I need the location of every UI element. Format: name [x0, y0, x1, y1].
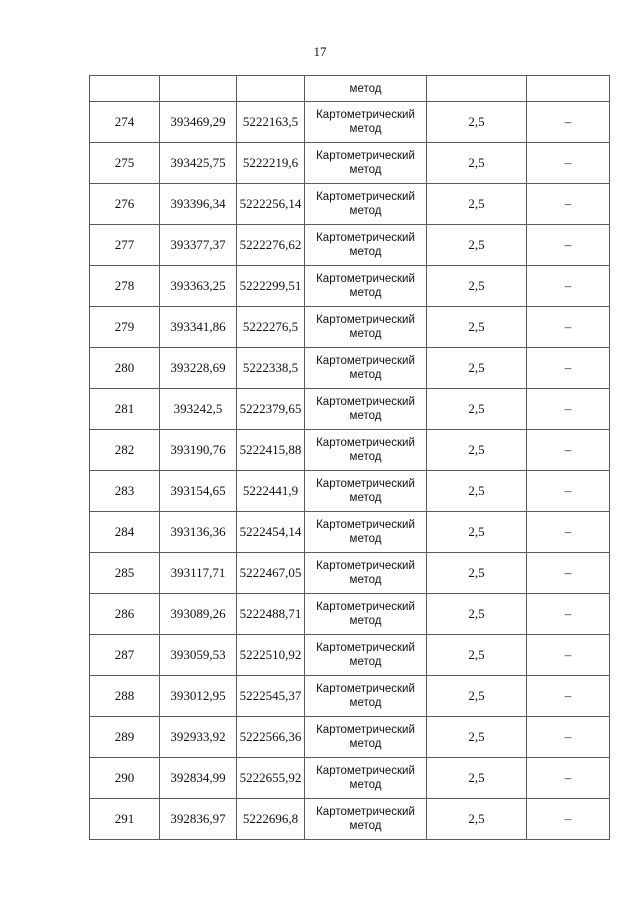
cell-note: –	[527, 307, 610, 348]
cell-accuracy: 2,5	[427, 389, 527, 430]
cell-note: –	[527, 266, 610, 307]
method-line-1: Картометрический	[316, 396, 415, 408]
cell-point-number: 285	[90, 553, 160, 594]
method-line-2: метод	[349, 369, 382, 381]
cell-note: –	[527, 102, 610, 143]
cell-y-coordinate: 5222256,14	[237, 184, 305, 225]
cell-method	[305, 225, 427, 266]
cell-y-coordinate: 5222545,37	[237, 676, 305, 717]
cell-y-coordinate: 5222441,9	[237, 471, 305, 512]
cell-accuracy: 2,5	[427, 348, 527, 389]
cell-note: –	[527, 676, 610, 717]
cell-empty	[427, 76, 527, 102]
cell-note: –	[527, 348, 610, 389]
cell-method	[305, 676, 427, 717]
cell-method	[305, 799, 427, 840]
cell-y-coordinate: 5222655,92	[237, 758, 305, 799]
method-line-1: Картометрический	[316, 437, 415, 449]
table-row	[90, 717, 610, 758]
continued-row	[90, 76, 610, 102]
table-row	[90, 389, 610, 430]
cell-method	[305, 594, 427, 635]
table-row	[90, 799, 610, 840]
table-row	[90, 635, 610, 676]
cell-note: –	[527, 430, 610, 471]
method-line-2: метод	[349, 246, 382, 258]
table-row	[90, 594, 610, 635]
cell-y-coordinate: 5222299,51	[237, 266, 305, 307]
method-line-1: Картометрический	[316, 601, 415, 613]
table-row	[90, 102, 610, 143]
cell-empty	[160, 76, 237, 102]
cell-y-coordinate: 5222454,14	[237, 512, 305, 553]
cell-x-coordinate: 393136,36	[160, 512, 237, 553]
method-line-1: Картометрический	[316, 314, 415, 326]
cell-y-coordinate: 5222467,05	[237, 553, 305, 594]
method-line-1: Картометрический	[316, 683, 415, 695]
table-row	[90, 184, 610, 225]
cell-point-number: 276	[90, 184, 160, 225]
cell-point-number: 278	[90, 266, 160, 307]
table-row	[90, 553, 610, 594]
cell-x-coordinate: 393377,37	[160, 225, 237, 266]
cell-accuracy: 2,5	[427, 266, 527, 307]
method-line-2: метод	[349, 205, 382, 217]
method-line-1: Картометрический	[316, 478, 415, 490]
method-line-2: метод	[349, 615, 382, 627]
cell-x-coordinate: 392933,92	[160, 717, 237, 758]
cell-note: –	[527, 758, 610, 799]
table-row	[90, 307, 610, 348]
method-line-2: метод	[349, 287, 382, 299]
cell-y-coordinate: 5222219,6	[237, 143, 305, 184]
cell-method	[305, 102, 427, 143]
cell-x-coordinate: 393469,29	[160, 102, 237, 143]
cell-y-coordinate: 5222510,92	[237, 635, 305, 676]
method-line-1: Картометрический	[316, 150, 415, 162]
cell-y-coordinate: 5222488,71	[237, 594, 305, 635]
cell-point-number: 282	[90, 430, 160, 471]
cell-accuracy: 2,5	[427, 471, 527, 512]
cell-method	[305, 512, 427, 553]
cell-y-coordinate: 5222379,65	[237, 389, 305, 430]
cell-point-number: 280	[90, 348, 160, 389]
method-line-1: Картометрический	[316, 109, 415, 121]
cell-method	[305, 758, 427, 799]
method-line-1: Картометрический	[316, 724, 415, 736]
cell-y-coordinate: 5222163,5	[237, 102, 305, 143]
method-line-2: метод	[349, 164, 382, 176]
cell-x-coordinate: 392834,99	[160, 758, 237, 799]
cell-x-coordinate: 393242,5	[160, 389, 237, 430]
cell-note: –	[527, 594, 610, 635]
cell-x-coordinate: 393396,34	[160, 184, 237, 225]
cell-method	[305, 307, 427, 348]
table-row	[90, 348, 610, 389]
table-row	[90, 266, 610, 307]
cell-accuracy: 2,5	[427, 102, 527, 143]
cell-x-coordinate: 392836,97	[160, 799, 237, 840]
method-line-2: метод	[349, 410, 382, 422]
cell-point-number: 290	[90, 758, 160, 799]
cell-method	[305, 471, 427, 512]
cell-accuracy: 2,5	[427, 184, 527, 225]
method-line-1: Картометрический	[316, 232, 415, 244]
cell-method	[305, 348, 427, 389]
cell-method	[305, 184, 427, 225]
cell-note: –	[527, 471, 610, 512]
method-line-2: метод	[349, 451, 382, 463]
cell-x-coordinate: 393059,53	[160, 635, 237, 676]
cell-point-number: 287	[90, 635, 160, 676]
cell-method	[305, 143, 427, 184]
method-line-1: Картометрический	[316, 519, 415, 531]
coordinates-table	[89, 75, 610, 840]
method-line-2: метод	[349, 656, 382, 668]
cell-accuracy: 2,5	[427, 635, 527, 676]
cell-note: –	[527, 184, 610, 225]
cell-point-number: 286	[90, 594, 160, 635]
cell-point-number: 288	[90, 676, 160, 717]
method-line-1: Картометрический	[316, 273, 415, 285]
method-line-2: метод	[349, 738, 382, 750]
page-number: 17	[313, 44, 327, 59]
table-row	[90, 471, 610, 512]
cell-note: –	[527, 717, 610, 758]
cell-method	[305, 717, 427, 758]
cell-x-coordinate: 393425,75	[160, 143, 237, 184]
method-line-1: Картометрический	[316, 642, 415, 654]
cell-note: –	[527, 389, 610, 430]
table-row	[90, 430, 610, 471]
cell-method	[305, 266, 427, 307]
method-line-2: метод	[349, 328, 382, 340]
cell-point-number: 279	[90, 307, 160, 348]
cell-x-coordinate: 393190,76	[160, 430, 237, 471]
method-line-1: Картометрический	[316, 806, 415, 818]
method-line-2: метод	[349, 779, 382, 791]
cell-accuracy: 2,5	[427, 799, 527, 840]
cell-note: –	[527, 512, 610, 553]
cell-note: –	[527, 143, 610, 184]
cell-accuracy: 2,5	[427, 758, 527, 799]
cell-point-number: 277	[90, 225, 160, 266]
cell-x-coordinate: 393228,69	[160, 348, 237, 389]
method-line-2: метод	[349, 533, 382, 545]
cell-point-number: 283	[90, 471, 160, 512]
cell-point-number: 281	[90, 389, 160, 430]
cell-point-number: 291	[90, 799, 160, 840]
cell-accuracy: 2,5	[427, 717, 527, 758]
table-row	[90, 143, 610, 184]
method-line-2: метод	[349, 492, 382, 504]
cell-method-continued: метод	[305, 76, 427, 102]
method-line-2: метод	[349, 820, 382, 832]
table-row	[90, 512, 610, 553]
cell-accuracy: 2,5	[427, 307, 527, 348]
cell-x-coordinate: 393089,26	[160, 594, 237, 635]
cell-accuracy: 2,5	[427, 553, 527, 594]
cell-method	[305, 430, 427, 471]
cell-method	[305, 553, 427, 594]
cell-y-coordinate: 5222415,88	[237, 430, 305, 471]
cell-method	[305, 389, 427, 430]
cell-accuracy: 2,5	[427, 225, 527, 266]
cell-empty	[90, 76, 160, 102]
cell-note: –	[527, 225, 610, 266]
method-line-2: метод	[349, 574, 382, 586]
cell-point-number: 289	[90, 717, 160, 758]
cell-empty	[237, 76, 305, 102]
cell-method	[305, 635, 427, 676]
cell-note: –	[527, 553, 610, 594]
cell-note: –	[527, 799, 610, 840]
table-row	[90, 225, 610, 266]
method-line-1: Картометрический	[316, 355, 415, 367]
cell-x-coordinate: 393341,86	[160, 307, 237, 348]
cell-accuracy: 2,5	[427, 512, 527, 553]
cell-y-coordinate: 5222338,5	[237, 348, 305, 389]
cell-y-coordinate: 5222566,36	[237, 717, 305, 758]
cell-point-number: 284	[90, 512, 160, 553]
cell-point-number: 275	[90, 143, 160, 184]
method-line-1: Картометрический	[316, 191, 415, 203]
cell-empty	[527, 76, 610, 102]
cell-y-coordinate: 5222276,62	[237, 225, 305, 266]
method-line-2: метод	[349, 697, 382, 709]
method-line-2: метод	[349, 123, 382, 135]
table-row	[90, 758, 610, 799]
cell-accuracy: 2,5	[427, 676, 527, 717]
method-line-1: Картометрический	[316, 560, 415, 572]
cell-x-coordinate: 393363,25	[160, 266, 237, 307]
cell-accuracy: 2,5	[427, 143, 527, 184]
cell-accuracy: 2,5	[427, 430, 527, 471]
table-row	[90, 676, 610, 717]
cell-point-number: 274	[90, 102, 160, 143]
cell-y-coordinate: 5222696,8	[237, 799, 305, 840]
cell-x-coordinate: 393117,71	[160, 553, 237, 594]
cell-accuracy: 2,5	[427, 594, 527, 635]
cell-note: –	[527, 635, 610, 676]
method-line-1: Картометрический	[316, 765, 415, 777]
cell-y-coordinate: 5222276,5	[237, 307, 305, 348]
cell-x-coordinate: 393012,95	[160, 676, 237, 717]
cell-x-coordinate: 393154,65	[160, 471, 237, 512]
